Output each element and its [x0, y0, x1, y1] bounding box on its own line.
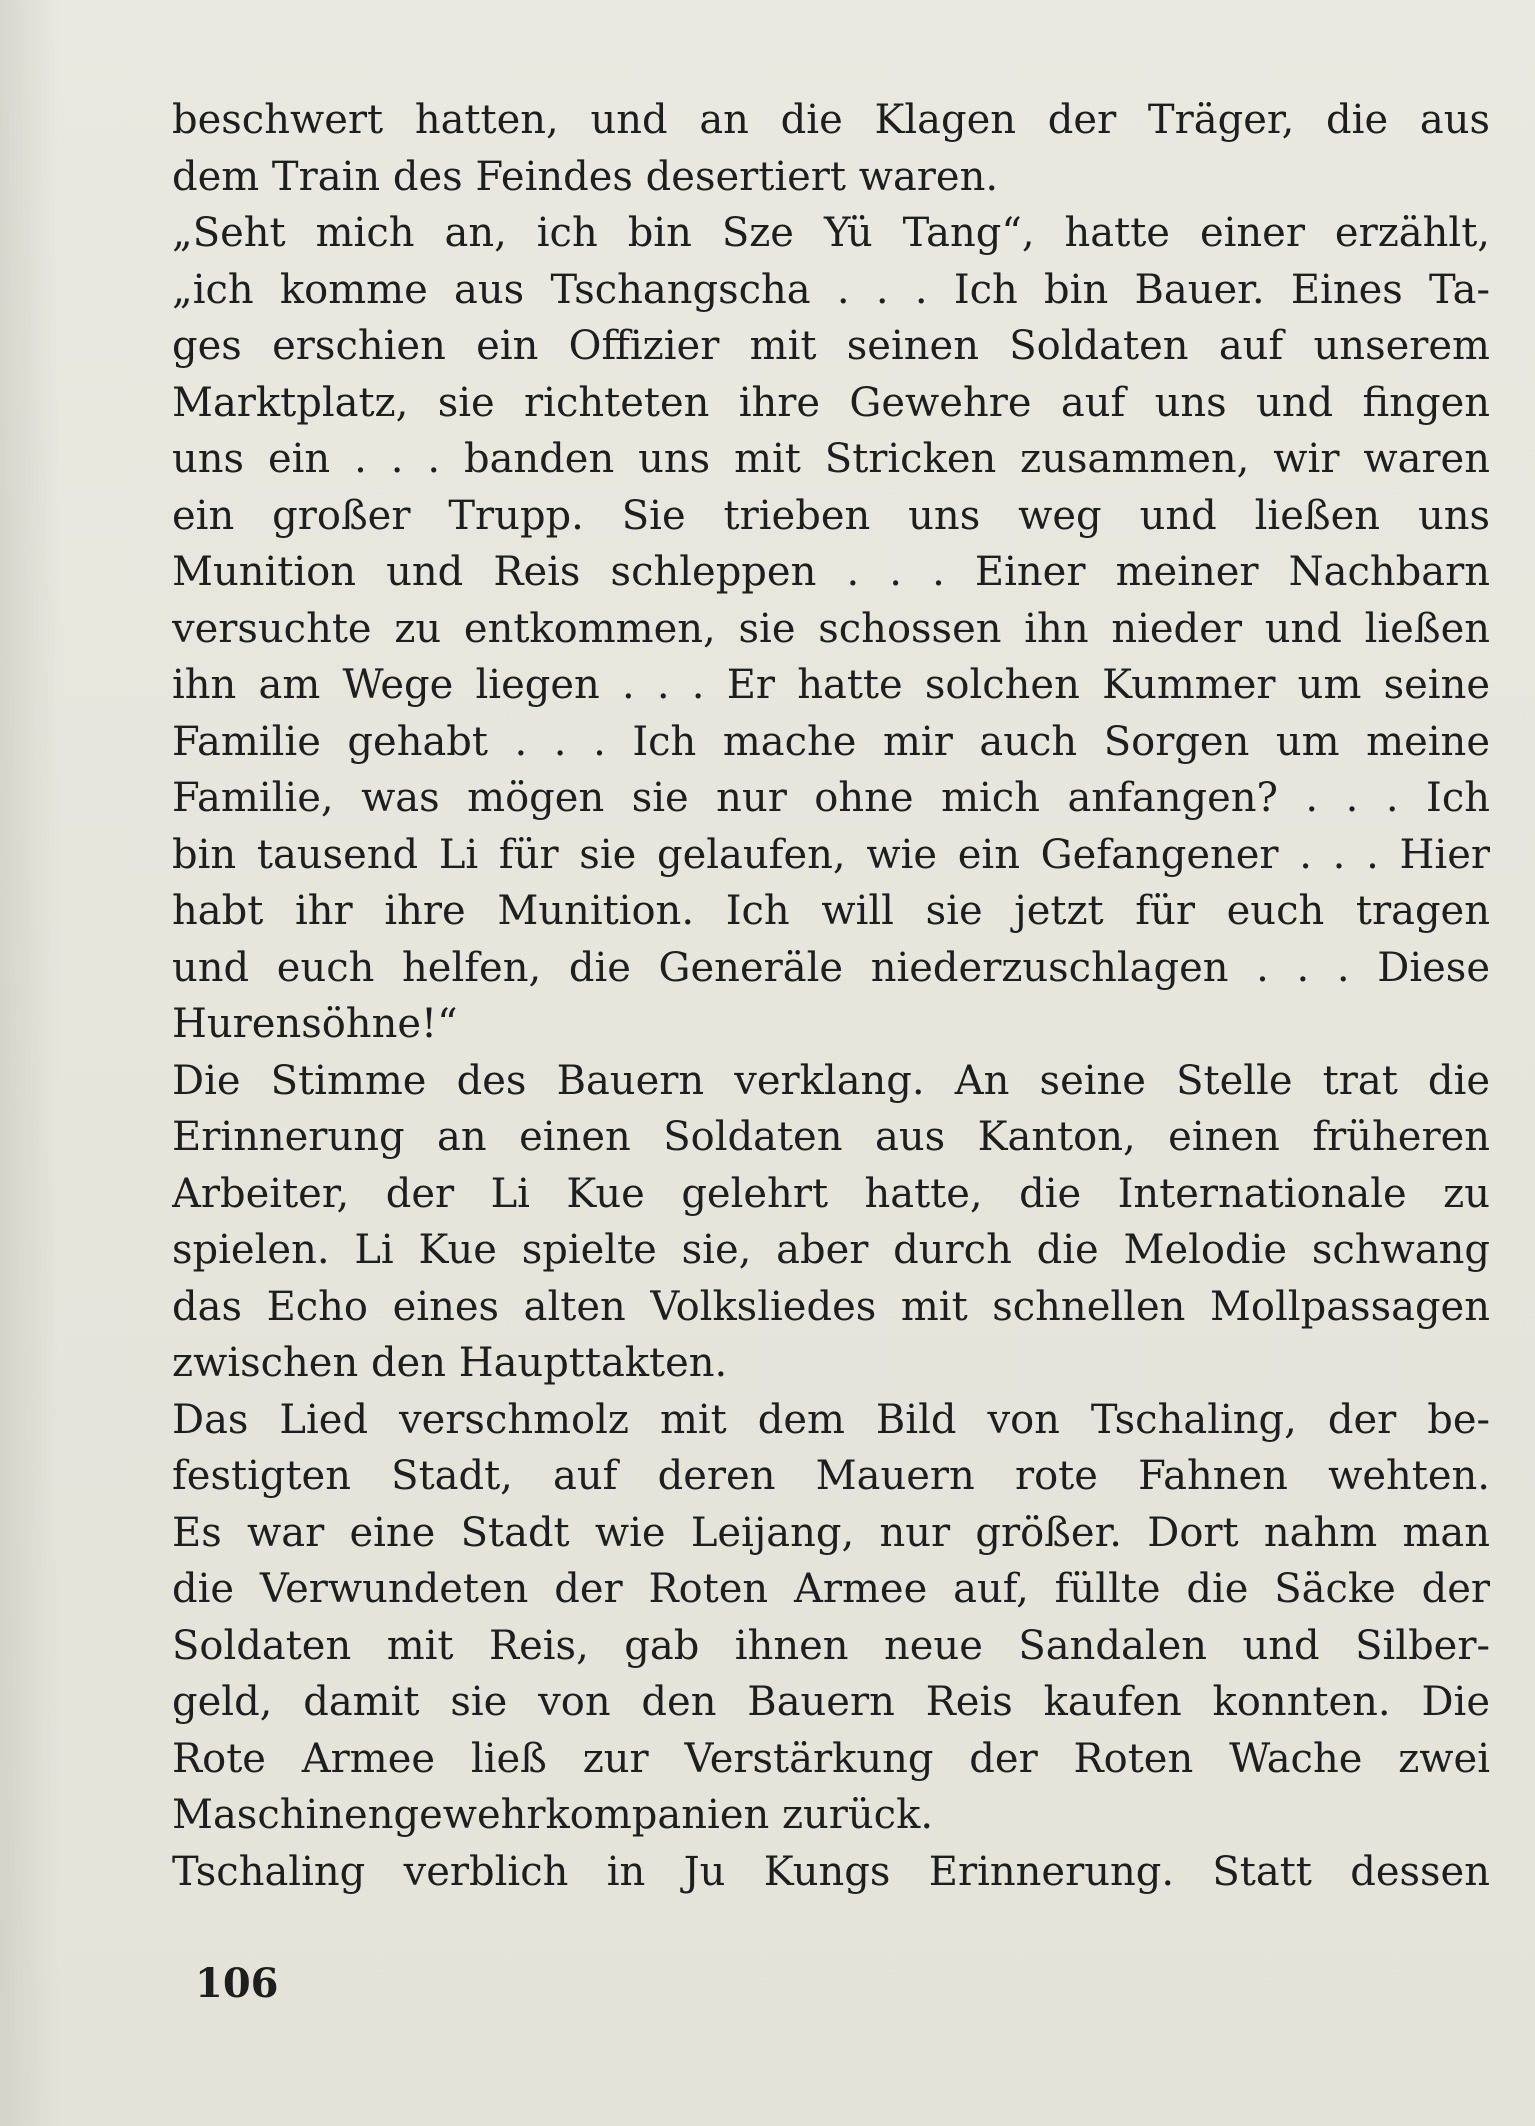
text-line: ihn am Wege liegen . . . Er hatte solchen Kummer um seine: [172, 662, 1490, 708]
text-line: beschwert hatten, und an die Klagen der Träger, die aus: [172, 97, 1490, 143]
text-line: zwischen den Haupttakten.: [172, 1340, 728, 1386]
text-line: uns ein . . . banden uns mit Stricken zusammen, wir waren: [172, 436, 1490, 482]
text-line: habt ihr ihre Munition. Ich will sie jetzt für euch tragen: [172, 888, 1490, 934]
page-number: 106: [195, 1960, 279, 2007]
page-edge-shadow: [0, 0, 60, 2126]
text-line: spielen. Li Kue spielte sie, aber durch die Melodie schwang: [172, 1227, 1490, 1273]
text-line: ein großer Trupp. Sie trieben uns weg und ließen uns: [172, 492, 1490, 539]
text-line: Arbeiter, der Li Kue gelehrt hatte, die Internationale zu: [172, 1170, 1490, 1217]
text-line: Die Stimme des Bauern verklang. An seine Stelle trat die: [172, 1057, 1490, 1104]
body-text: [172, 92, 1490, 1900]
text-line: die Verwundeten der Roten Armee auf, füllte die Säcke der: [172, 1566, 1490, 1612]
text-line: „ich komme aus Tschangscha . . . Ich bin Bauer. Eines Ta-: [172, 266, 1490, 313]
text-line: geld, damit sie von den Bauern Reis kaufen konnten. Die: [172, 1679, 1490, 1725]
text-line: Erinnerung an einen Soldaten aus Kanton, einen früheren: [172, 1114, 1490, 1160]
text-line: und euch helfen, die Generäle niederzuschlagen . . . Diese: [172, 944, 1490, 991]
text-line: Rote Armee ließ zur Verstärkung der Roten Wache zwei: [172, 1735, 1490, 1782]
text-line: Familie gehabt . . . Ich mache mir auch Sorgen um meine: [172, 718, 1490, 765]
text-line: „Seht mich an, ich bin Sze Yü Tang“, hatte einer erzählt,: [172, 210, 1490, 256]
text-line: Hurensöhne!“: [172, 1001, 458, 1047]
text-line: das Echo eines alten Volksliedes mit schnellen Mollpassagen: [172, 1283, 1490, 1330]
text-line: bin tausend Li für sie gelaufen, wie ein Gefangener . . . Hier: [172, 831, 1490, 878]
text-line: Es war eine Stadt wie Leijang, nur größer. Dort nahm man: [172, 1509, 1490, 1556]
text-line: versuchte zu entkommen, sie schossen ihn nieder und ließen: [172, 605, 1490, 652]
text-line: Marktplatz, sie richteten ihre Gewehre auf uns und fingen: [172, 379, 1490, 426]
text-line: Maschinengewehrkompanien zurück.: [172, 1792, 934, 1838]
text-line: Munition und Reis schleppen . . . Einer meiner Nachbarn: [172, 549, 1490, 595]
text-line: Tschaling verblich in Ju Kungs Erinnerung. Statt dessen: [172, 1848, 1490, 1895]
text-line: ges erschien ein Offizier mit seinen Soldaten auf unserem: [172, 323, 1490, 369]
text-line: festigten Stadt, auf deren Mauern rote Fahnen wehten.: [172, 1453, 1490, 1499]
text-line: Das Lied verschmolz mit dem Bild von Tschaling, der be-: [172, 1396, 1490, 1443]
text-line: Soldaten mit Reis, gab ihnen neue Sandalen und Silber-: [172, 1622, 1490, 1669]
text-line: Familie, was mögen sie nur ohne mich anfangen? . . . Ich: [172, 775, 1490, 821]
text-line: dem Train des Feindes desertiert waren.: [172, 153, 999, 200]
